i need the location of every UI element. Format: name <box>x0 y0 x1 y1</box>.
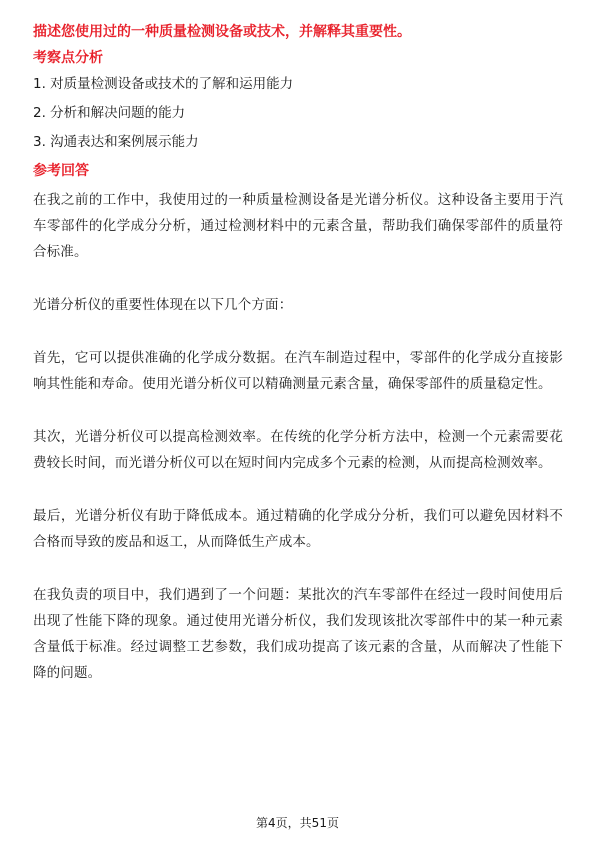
answer-paragraph: 首先，它可以提供准确的化学成分数据。在汽车制造过程中，零部件的化学成分直接影响其性能和寿命。使用光谱分析仪可以精确测量元素含量，确保零部件的质量稳定性。 <box>33 350 563 392</box>
page-number: 第4页，共51页 <box>256 816 339 830</box>
analysis-item: 3. 沟通表达和案例展示能力 <box>33 134 199 150</box>
question-heading: 描述您使用过的一种质量检测设备或技术，并解释其重要性。 <box>33 24 411 40</box>
analysis-section-title: 考察点分析 <box>33 50 103 66</box>
answer-paragraph: 光谱分析仪的重要性体现在以下几个方面： <box>33 297 293 313</box>
answer-paragraph: 在我之前的工作中，我使用过的一种质量检测设备是光谱分析仪。这种设备主要用于汽车零部件的化学成分分析，通过检测材料中的元素含量，帮助我们确保零部件的质量符合标准。 <box>33 192 563 260</box>
analysis-list <box>33 74 563 152</box>
analysis-item: 2. 分析和解决问题的能力 <box>33 105 186 121</box>
answer-paragraph: 在我负责的项目中，我们遇到了一个问题：某批次的汽车零部件在经过一段时间使用后出现了性能下降的现象。通过使用光谱分析仪，我们发现该批次零部件中的某一种元素含量低于标准。经过调整工艺参数，我们成功提高了该元素的含量，从而解决了性能下降的问题。 <box>33 587 563 681</box>
analysis-item: 1. 对质量检测设备或技术的了解和运用能力 <box>33 76 294 92</box>
answer-section-title: 参考回答 <box>33 163 89 179</box>
document-page <box>33 22 563 686</box>
answer-paragraph: 最后，光谱分析仪有助于降低成本。通过精确的化学成分分析，我们可以避免因材料不合格而导致的废品和返工，从而降低生产成本。 <box>33 508 563 550</box>
answer-paragraph: 其次，光谱分析仪可以提高检测效率。在传统的化学分析方法中，检测一个元素需要花费较长时间，而光谱分析仪可以在短时间内完成多个元素的检测，从而提高检测效率。 <box>33 429 563 471</box>
